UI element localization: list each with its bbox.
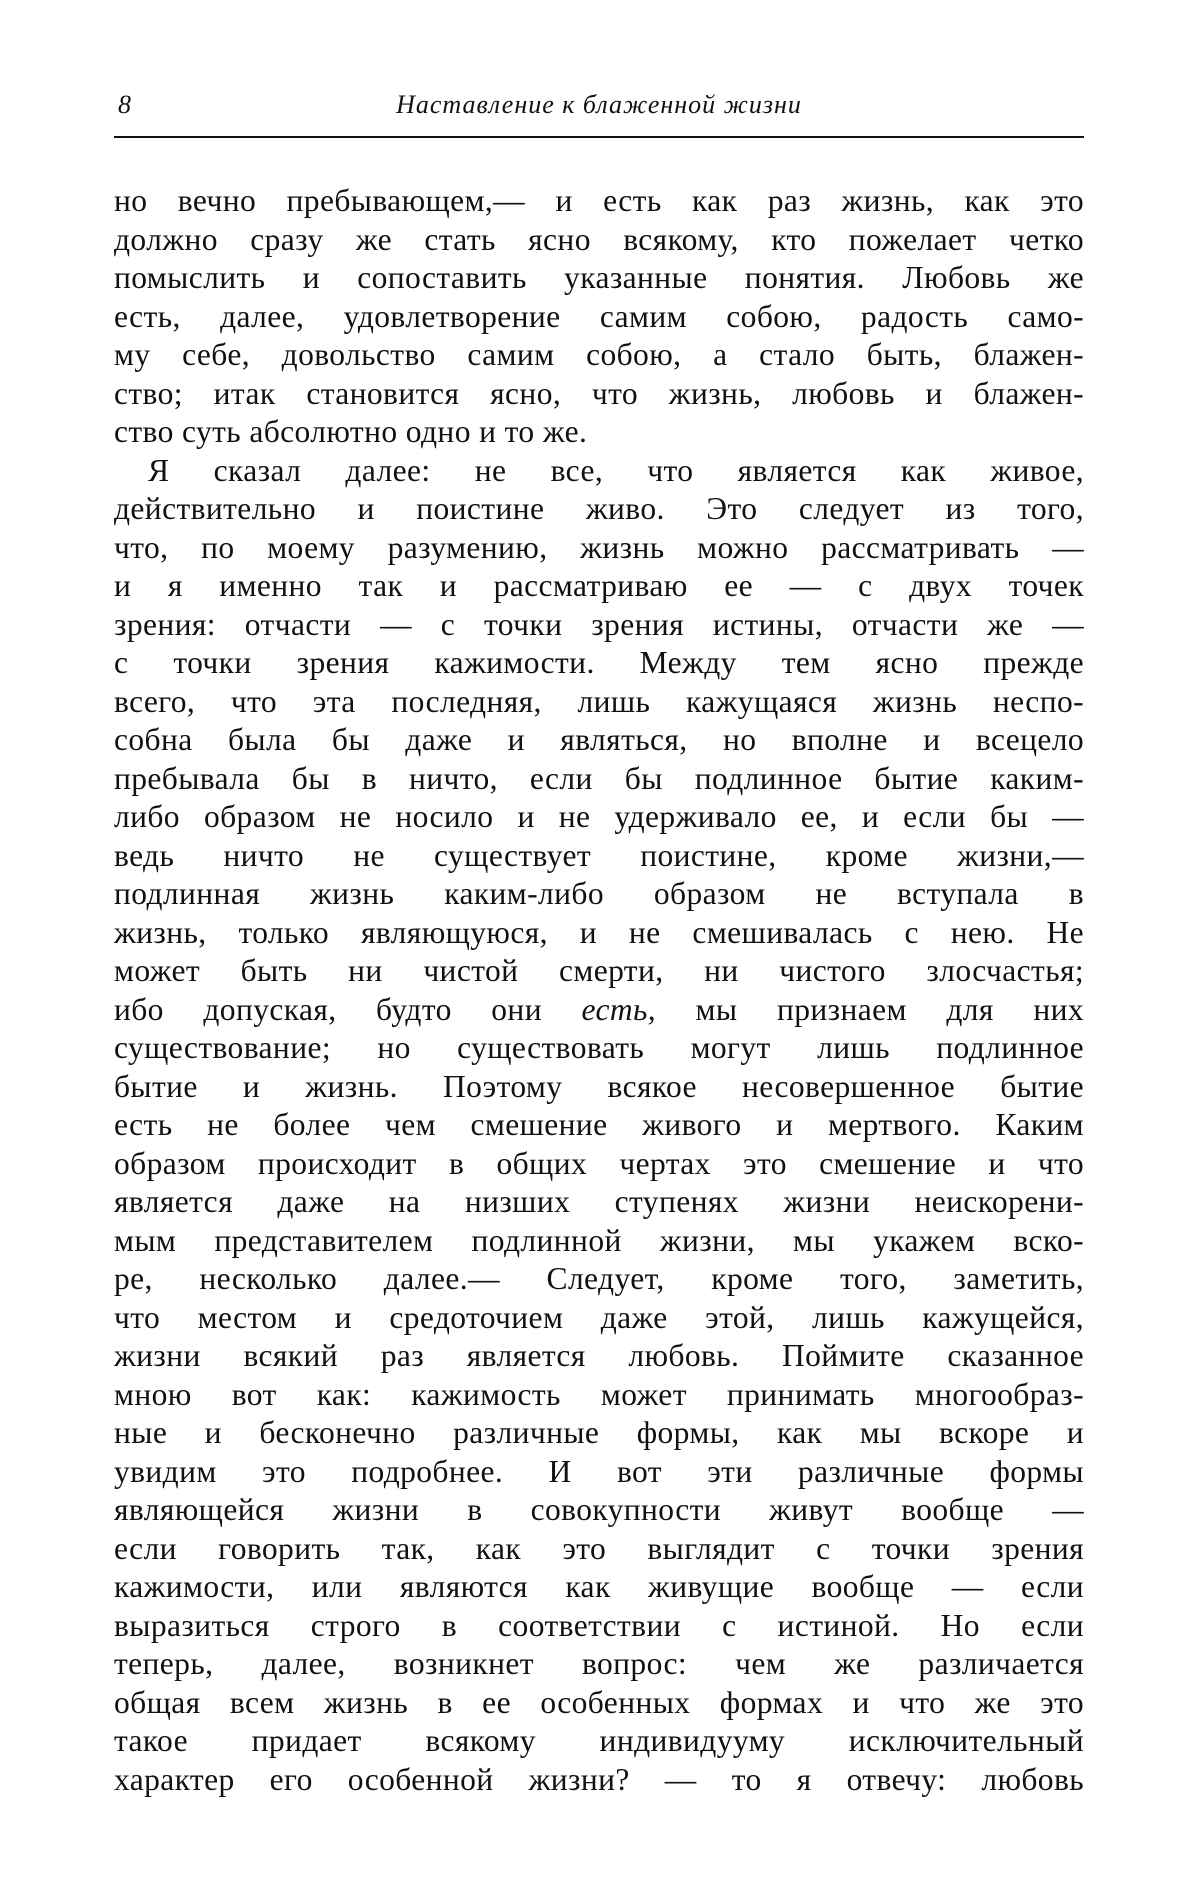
- text-line: помыслить и сопоставить указанные понятия. Любовь же: [114, 260, 1084, 295]
- text-line: бытие и жизнь. Поэтому всякое несовершенное бытие: [114, 1068, 1084, 1104]
- text-line: являющейся жизни в совокупности живут вообще —: [114, 1492, 1084, 1527]
- running-title: Наставление к блаженной жизни: [396, 90, 802, 119]
- text-line: жизни всякий раз является любовь. Поймите сказанное: [114, 1338, 1084, 1373]
- text-line: мною вот как: кажимость может принимать многообраз-: [114, 1376, 1084, 1412]
- text-line: характер его особенной жизни? — то я отвечу: любовь: [114, 1761, 1084, 1797]
- text-line: должно сразу же стать ясно всякому, кто пожелает четко: [114, 221, 1084, 257]
- text-line: такое придает всякому индивидууму исключительный: [114, 1723, 1084, 1758]
- text-line: с точки зрения кажимости. Между тем ясно прежде: [114, 645, 1084, 680]
- text-fragment: мы признаем для них: [656, 991, 1084, 1027]
- text-line: пребывала бы в ничто, если бы подлинное бытие каким-: [114, 760, 1084, 796]
- text-line: что, по моему разумению, жизнь можно рассматривать —: [114, 529, 1084, 565]
- text-line: и я именно так и рассматриваю ее — с двух точек: [114, 568, 1084, 603]
- text-line: образом происходит в общих чертах это смешение и что: [114, 1145, 1084, 1181]
- text-line: ные и бесконечно различные формы, как мы вскоре и: [114, 1415, 1084, 1450]
- text-line: ре, несколько далее.— Следует, кроме того, заметить,: [114, 1261, 1084, 1296]
- paragraph-1: [114, 182, 1084, 452]
- text-line: жизнь, только являющуюся, и не смешивалась с нею. Не: [114, 914, 1084, 950]
- header-rule: [114, 136, 1084, 138]
- text-line: всего, что эта последняя, лишь кажущаяся жизнь неспо-: [114, 683, 1084, 719]
- text-line: но вечно пребывающем,— и есть как раз жизнь, как это: [114, 183, 1084, 218]
- text-line: ство; итак становится ясно, что жизнь, любовь и блажен-: [114, 375, 1084, 411]
- text-line: если говорить так, как это выглядит с точки зрения: [114, 1530, 1084, 1566]
- text-line: [114, 991, 1084, 1030]
- text-line: теперь, далее, возникнет вопрос: чем же различается: [114, 1646, 1084, 1681]
- text-line: есть не более чем смешение живого и мертвого. Каким: [114, 1107, 1084, 1142]
- body-text: [114, 182, 1084, 1799]
- text-line: является даже на низших ступенях жизни неискорени-: [114, 1184, 1084, 1219]
- text-line: Я сказал далее: не все, что является как живое,: [148, 452, 1084, 488]
- text-line: что местом и средоточием даже этой, лишь кажущейся,: [114, 1299, 1084, 1335]
- text-line: выразиться строго в соответствии с истиной. Но если: [114, 1607, 1084, 1643]
- text-line: может быть ни чистой смерти, ни чистого злосчастья;: [114, 953, 1084, 988]
- text-line: мым представителем подлинной жизни, мы укажем вско-: [114, 1222, 1084, 1258]
- paragraph-2: [114, 452, 1084, 1800]
- text-line: ведь ничто не существует поистине, кроме жизни,—: [114, 837, 1084, 873]
- page-header: [118, 90, 1080, 130]
- page-number: 8: [118, 90, 132, 119]
- text-line: увидим это подробнее. И вот эти различные формы: [114, 1453, 1084, 1489]
- text-line: общая всем жизнь в ее особенных формах и что же это: [114, 1684, 1084, 1720]
- text-line: зрения: отчасти — с точки зрения истины, отчасти же —: [114, 606, 1084, 642]
- text-line: есть, далее, удовлетворение самим собою, радость само-: [114, 298, 1084, 334]
- emphasized-word: есть,: [581, 991, 656, 1027]
- text-line: кажимости, или являются как живущие вообще — если: [114, 1569, 1084, 1604]
- text-line: му себе, довольство самим собою, а стало быть, блажен-: [114, 337, 1084, 372]
- text-line: подлинная жизнь каким-либо образом не вступала в: [114, 876, 1084, 911]
- text-line: либо образом не носило и не удерживало ее, и если бы —: [114, 799, 1084, 834]
- text-fragment: ибо допуская, будто они: [114, 991, 582, 1027]
- text-line: существование; но существовать могут лишь подлинное: [114, 1030, 1084, 1065]
- text-line: действительно и поистине живо. Это следует из того,: [114, 491, 1084, 526]
- text-line: собна была бы даже и являться, но вполне и всецело: [114, 722, 1084, 757]
- text-line: ство суть абсолютно одно и то же.: [114, 414, 588, 449]
